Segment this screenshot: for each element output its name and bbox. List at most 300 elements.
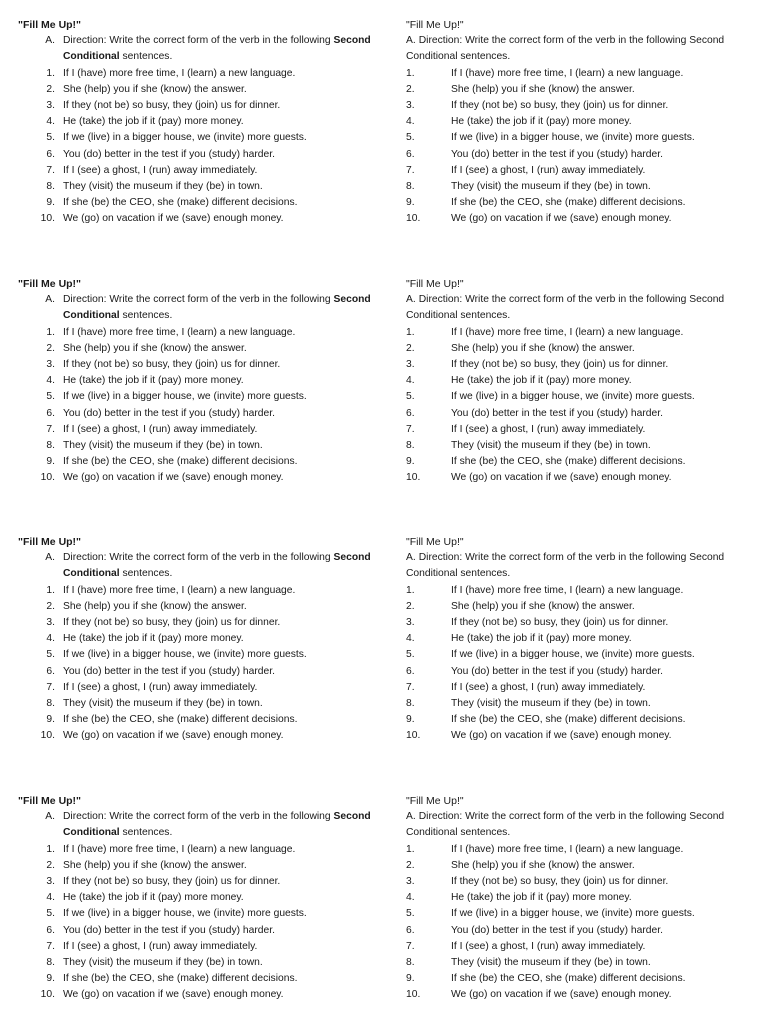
question-list: [406, 842, 766, 1004]
question-number: 6.: [406, 148, 415, 160]
question-text: She (help) you if she (know) the answer.: [63, 83, 247, 95]
question-number: 6.: [46, 148, 55, 160]
question-text: If they (not be) so busy, they (join) us for dinner.: [63, 617, 281, 629]
question-item: [18, 842, 378, 858]
question-number: 2.: [46, 859, 55, 871]
question-text: He (take) the job if it (pay) more money.: [63, 116, 244, 128]
question-item: [18, 874, 378, 890]
question-number: 6.: [46, 665, 55, 677]
question-item: [18, 406, 378, 422]
question-list: [406, 66, 766, 228]
direction-text: [63, 550, 378, 582]
question-item: [18, 728, 378, 744]
question-number: 7.: [406, 423, 415, 435]
worksheet-left-4: [18, 793, 378, 1004]
direction-suffix: sentences.: [122, 51, 173, 63]
question-text: They (visit) the museum if they (be) in town.: [63, 698, 263, 710]
question-text: We (go) on vacation if we (save) enough money.: [63, 213, 284, 225]
direction-line-1: [406, 33, 766, 49]
direction-marker: A.: [45, 35, 55, 47]
question-text: They (visit) the museum if they (be) in town.: [63, 181, 263, 193]
question-number: 7.: [46, 940, 55, 952]
worksheet-right-4: [406, 793, 766, 1004]
question-item: [18, 599, 378, 615]
question-text: You (do) better in the test if you (study) harder.: [63, 407, 275, 419]
question-item: [406, 712, 766, 728]
question-number: 3.: [46, 100, 55, 112]
direction-text: Direction: Write the correct form of the verb in the following Second: [418, 552, 725, 564]
question-text: You (do) better in the test if you (study) harder.: [451, 924, 663, 936]
question-number: 10.: [40, 472, 55, 484]
question-text: We (go) on vacation if we (save) enough money.: [451, 213, 672, 225]
question-text: He (take) the job if it (pay) more money.: [451, 116, 632, 128]
question-text: If she (be) the CEO, she (make) different decisions.: [451, 714, 686, 726]
direction-text: [63, 809, 378, 841]
question-number: 1.: [406, 326, 415, 338]
question-number: 2.: [46, 600, 55, 612]
question-text: If I (see) a ghost, I (run) away immediately.: [451, 423, 646, 435]
question-number: 1.: [46, 326, 55, 338]
question-text: We (go) on vacation if we (save) enough money.: [451, 472, 672, 484]
question-number: 9.: [46, 714, 55, 726]
question-item: [406, 470, 766, 486]
question-number: 10.: [406, 730, 421, 742]
question-item: [18, 664, 378, 680]
question-text: If they (not be) so busy, they (join) us for dinner.: [451, 359, 669, 371]
question-text: If I (see) a ghost, I (run) away immediately.: [451, 940, 646, 952]
question-item: [406, 955, 766, 971]
question-text: You (do) better in the test if you (study) harder.: [63, 148, 275, 160]
question-text: If I (see) a ghost, I (run) away immediately.: [451, 164, 646, 176]
question-item: [406, 923, 766, 939]
question-text: If I (see) a ghost, I (run) away immediately.: [63, 940, 258, 952]
question-item: [406, 858, 766, 874]
question-list: [18, 325, 378, 487]
question-text: If she (be) the CEO, she (make) different decisions.: [451, 456, 686, 468]
question-item: [406, 130, 766, 146]
question-item: [18, 987, 378, 1003]
direction-suffix: sentences.: [122, 568, 173, 580]
direction-marker: A.: [406, 35, 416, 47]
direction: [406, 292, 766, 324]
question-item: [18, 631, 378, 647]
direction-line-2: Conditional sentences.: [406, 310, 511, 322]
question-list: [406, 325, 766, 487]
direction: [18, 292, 378, 324]
question-text: We (go) on vacation if we (save) enough money.: [63, 989, 284, 1001]
question-item: [406, 890, 766, 906]
direction-marker: A.: [45, 294, 55, 306]
question-text: You (do) better in the test if you (study) harder.: [63, 665, 275, 677]
question-item: [18, 438, 378, 454]
direction: [406, 809, 766, 841]
worksheet-title: "Fill Me Up!": [18, 536, 82, 548]
question-number: 3.: [46, 617, 55, 629]
question-number: 8.: [46, 440, 55, 452]
question-number: 5.: [46, 132, 55, 144]
question-number: 1.: [406, 584, 415, 596]
worksheet-title: "Fill Me Up!": [406, 536, 464, 548]
direction-emphasis: Second Conditional: [63, 552, 371, 580]
question-text: If I (have) more free time, I (learn) a new language.: [451, 67, 684, 79]
question-number: 8.: [46, 957, 55, 969]
question-number: 4.: [406, 375, 415, 387]
question-item: [406, 195, 766, 211]
question-number: 2.: [406, 600, 415, 612]
question-item: [406, 114, 766, 130]
worksheet-title: "Fill Me Up!": [406, 19, 464, 31]
question-item: [18, 211, 378, 227]
question-text: She (help) you if she (know) the answer.: [63, 600, 247, 612]
question-text: If I (have) more free time, I (learn) a new language.: [63, 67, 296, 79]
question-number: 4.: [46, 892, 55, 904]
question-list: [18, 842, 378, 1004]
question-text: If I (see) a ghost, I (run) away immediately.: [63, 423, 258, 435]
question-number: 9.: [406, 973, 415, 985]
question-item: [406, 599, 766, 615]
question-text: They (visit) the museum if they (be) in town.: [451, 957, 651, 969]
question-text: If we (live) in a bigger house, we (invite) more guests.: [451, 649, 695, 661]
question-item: [406, 325, 766, 341]
question-item: [406, 728, 766, 744]
worksheet-left-2: [18, 276, 378, 487]
question-number: 3.: [406, 359, 415, 371]
question-item: [406, 631, 766, 647]
direction-marker: A.: [45, 552, 55, 564]
question-text: If she (be) the CEO, she (make) different decisions.: [451, 973, 686, 985]
question-number: 2.: [406, 859, 415, 871]
question-item: [406, 406, 766, 422]
question-item: [18, 163, 378, 179]
question-item: [18, 422, 378, 438]
question-item: [18, 325, 378, 341]
question-item: [18, 82, 378, 98]
question-text: If they (not be) so busy, they (join) us for dinner.: [63, 100, 281, 112]
question-text: They (visit) the museum if they (be) in town.: [63, 957, 263, 969]
question-item: [18, 341, 378, 357]
question-item: [406, 583, 766, 599]
question-number: 6.: [46, 924, 55, 936]
question-number: 1.: [406, 67, 415, 79]
question-number: 3.: [46, 359, 55, 371]
direction-text: Direction: Write the correct form of the verb in the following Second: [418, 294, 725, 306]
question-text: They (visit) the museum if they (be) in town.: [451, 181, 651, 193]
question-number: 9.: [406, 714, 415, 726]
question-number: 4.: [46, 375, 55, 387]
worksheet-title: "Fill Me Up!": [18, 19, 82, 31]
question-number: 5.: [406, 908, 415, 920]
direction-suffix: sentences.: [122, 310, 173, 322]
worksheet-title: "Fill Me Up!": [406, 278, 464, 290]
question-item: [18, 712, 378, 728]
direction-prefix: Direction: Write the correct form of the verb in the following: [63, 552, 331, 564]
question-text: If I (have) more free time, I (learn) a new language.: [63, 843, 296, 855]
question-number: 9.: [46, 197, 55, 209]
question-text: We (go) on vacation if we (save) enough money.: [451, 989, 672, 1001]
question-item: [406, 680, 766, 696]
question-number: 3.: [46, 876, 55, 888]
question-item: [18, 454, 378, 470]
direction-marker: A.: [406, 811, 416, 823]
question-item: [406, 98, 766, 114]
question-number: 5.: [406, 391, 415, 403]
question-item: [406, 664, 766, 680]
direction: [18, 809, 378, 841]
question-item: [406, 82, 766, 98]
question-number: 4.: [46, 116, 55, 128]
question-item: [406, 647, 766, 663]
question-number: 5.: [406, 132, 415, 144]
direction-emphasis: Second Conditional: [63, 294, 371, 322]
question-number: 7.: [46, 681, 55, 693]
question-number: 8.: [406, 698, 415, 710]
question-item: [18, 583, 378, 599]
question-text: If I (see) a ghost, I (run) away immediately.: [63, 164, 258, 176]
question-text: If we (live) in a bigger house, we (invite) more guests.: [63, 391, 307, 403]
question-item: [406, 842, 766, 858]
question-number: 6.: [406, 665, 415, 677]
question-item: [406, 438, 766, 454]
direction-line-1: [406, 809, 766, 825]
worksheet-title: "Fill Me Up!": [18, 795, 82, 807]
worksheet-right-3: [406, 534, 766, 745]
question-text: If she (be) the CEO, she (make) different decisions.: [63, 197, 298, 209]
question-number: 2.: [46, 342, 55, 354]
question-text: We (go) on vacation if we (save) enough money.: [451, 730, 672, 742]
question-text: If I (see) a ghost, I (run) away immediately.: [63, 681, 258, 693]
question-item: [406, 147, 766, 163]
direction-text: [63, 292, 378, 324]
worksheet-right-2: [406, 276, 766, 487]
question-item: [18, 98, 378, 114]
question-item: [18, 890, 378, 906]
question-number: 10.: [406, 213, 421, 225]
direction-prefix: Direction: Write the correct form of the verb in the following: [63, 35, 331, 47]
question-item: [406, 373, 766, 389]
question-text: If they (not be) so busy, they (join) us for dinner.: [451, 876, 669, 888]
question-number: 5.: [406, 649, 415, 661]
question-text: If we (live) in a bigger house, we (invite) more guests.: [451, 132, 695, 144]
question-text: He (take) the job if it (pay) more money.: [63, 633, 244, 645]
question-text: If she (be) the CEO, she (make) different decisions.: [63, 714, 298, 726]
question-number: 9.: [46, 973, 55, 985]
question-text: If they (not be) so busy, they (join) us for dinner.: [451, 100, 669, 112]
question-item: [18, 147, 378, 163]
question-number: 8.: [406, 440, 415, 452]
question-number: 5.: [46, 391, 55, 403]
direction-marker: A.: [45, 811, 55, 823]
question-text: If she (be) the CEO, she (make) different decisions.: [63, 456, 298, 468]
question-text: They (visit) the museum if they (be) in town.: [451, 440, 651, 452]
question-text: If we (live) in a bigger house, we (invite) more guests.: [451, 391, 695, 403]
question-number: 3.: [406, 876, 415, 888]
question-number: 6.: [406, 407, 415, 419]
question-number: 3.: [406, 617, 415, 629]
question-item: [18, 858, 378, 874]
question-number: 7.: [406, 681, 415, 693]
question-item: [406, 163, 766, 179]
question-text: She (help) you if she (know) the answer.: [63, 859, 247, 871]
question-text: If we (live) in a bigger house, we (invite) more guests.: [451, 908, 695, 920]
question-text: She (help) you if she (know) the answer.: [63, 342, 247, 354]
question-item: [18, 389, 378, 405]
question-text: If she (be) the CEO, she (make) different decisions.: [451, 197, 686, 209]
question-list: [18, 583, 378, 745]
worksheet-right-1: [406, 17, 766, 228]
question-item: [18, 955, 378, 971]
question-number: 10.: [406, 989, 421, 1001]
direction-prefix: Direction: Write the correct form of the verb in the following: [63, 294, 331, 306]
question-item: [406, 971, 766, 987]
question-text: You (do) better in the test if you (study) harder.: [63, 924, 275, 936]
question-item: [406, 906, 766, 922]
question-text: He (take) the job if it (pay) more money.: [451, 375, 632, 387]
question-number: 9.: [406, 197, 415, 209]
direction: [406, 550, 766, 582]
question-number: 6.: [406, 924, 415, 936]
question-number: 2.: [406, 83, 415, 95]
question-item: [18, 923, 378, 939]
question-number: 2.: [406, 342, 415, 354]
question-item: [406, 422, 766, 438]
question-item: [406, 66, 766, 82]
question-number: 1.: [46, 584, 55, 596]
question-number: 4.: [406, 633, 415, 645]
direction-prefix: Direction: Write the correct form of the verb in the following: [63, 811, 331, 823]
direction-line-2: Conditional sentences.: [406, 51, 511, 63]
question-text: If they (not be) so busy, they (join) us for dinner.: [63, 359, 281, 371]
question-number: 10.: [40, 989, 55, 1001]
question-item: [18, 615, 378, 631]
question-text: If I (have) more free time, I (learn) a new language.: [451, 843, 684, 855]
question-text: You (do) better in the test if you (study) harder.: [451, 407, 663, 419]
question-item: [18, 195, 378, 211]
worksheet-title: "Fill Me Up!": [406, 795, 464, 807]
question-text: We (go) on vacation if we (save) enough money.: [63, 730, 284, 742]
question-item: [406, 696, 766, 712]
question-number: 8.: [46, 698, 55, 710]
question-text: If they (not be) so busy, they (join) us for dinner.: [63, 876, 281, 888]
question-item: [406, 987, 766, 1003]
direction-line-1: [406, 550, 766, 566]
question-text: If she (be) the CEO, she (make) different decisions.: [63, 973, 298, 985]
question-text: He (take) the job if it (pay) more money.: [63, 375, 244, 387]
question-item: [406, 389, 766, 405]
direction-line-2: Conditional sentences.: [406, 568, 511, 580]
direction-suffix: sentences.: [122, 827, 173, 839]
question-number: 1.: [406, 843, 415, 855]
question-number: 9.: [406, 456, 415, 468]
worksheet-left-3: [18, 534, 378, 745]
question-number: 8.: [46, 181, 55, 193]
direction-line-1: [406, 292, 766, 308]
question-number: 1.: [46, 67, 55, 79]
question-item: [406, 357, 766, 373]
question-item: [406, 179, 766, 195]
question-text: She (help) you if she (know) the answer.: [451, 600, 635, 612]
direction-text: [63, 33, 378, 65]
question-item: [406, 211, 766, 227]
question-list: [18, 66, 378, 228]
question-item: [18, 939, 378, 955]
question-number: 10.: [40, 213, 55, 225]
question-text: They (visit) the museum if they (be) in town.: [451, 698, 651, 710]
question-number: 8.: [406, 957, 415, 969]
question-number: 2.: [46, 83, 55, 95]
direction: [18, 33, 378, 65]
question-item: [406, 454, 766, 470]
question-text: She (help) you if she (know) the answer.: [451, 83, 635, 95]
question-item: [18, 130, 378, 146]
question-item: [18, 114, 378, 130]
question-text: He (take) the job if it (pay) more money.: [63, 892, 244, 904]
direction-marker: A.: [406, 294, 416, 306]
question-text: She (help) you if she (know) the answer.: [451, 342, 635, 354]
question-text: If I (have) more free time, I (learn) a new language.: [451, 584, 684, 596]
direction-marker: A.: [406, 552, 416, 564]
direction-line-2: Conditional sentences.: [406, 827, 511, 839]
question-number: 10.: [40, 730, 55, 742]
question-text: If we (live) in a bigger house, we (invite) more guests.: [63, 132, 307, 144]
question-item: [18, 179, 378, 195]
question-text: If I (have) more free time, I (learn) a new language.: [63, 326, 296, 338]
question-number: 10.: [406, 472, 421, 484]
question-text: We (go) on vacation if we (save) enough money.: [63, 472, 284, 484]
question-number: 4.: [46, 633, 55, 645]
question-number: 1.: [46, 843, 55, 855]
question-number: 6.: [46, 407, 55, 419]
question-item: [18, 470, 378, 486]
question-number: 3.: [406, 100, 415, 112]
question-text: If we (live) in a bigger house, we (invite) more guests.: [63, 908, 307, 920]
question-item: [406, 341, 766, 357]
question-number: 5.: [46, 908, 55, 920]
question-item: [406, 939, 766, 955]
question-number: 4.: [406, 116, 415, 128]
question-text: You (do) better in the test if you (study) harder.: [451, 148, 663, 160]
direction-emphasis: Second Conditional: [63, 35, 371, 63]
question-item: [18, 647, 378, 663]
direction: [18, 550, 378, 582]
question-text: If I (have) more free time, I (learn) a new language.: [451, 326, 684, 338]
question-item: [406, 874, 766, 890]
question-number: 5.: [46, 649, 55, 661]
question-text: He (take) the job if it (pay) more money.: [451, 892, 632, 904]
question-item: [18, 971, 378, 987]
question-item: [18, 680, 378, 696]
question-number: 9.: [46, 456, 55, 468]
question-item: [18, 696, 378, 712]
question-number: 7.: [406, 940, 415, 952]
question-text: He (take) the job if it (pay) more money.: [451, 633, 632, 645]
worksheet-left-1: [18, 17, 378, 228]
direction-text: Direction: Write the correct form of the verb in the following Second: [418, 811, 725, 823]
question-item: [18, 66, 378, 82]
question-text: If they (not be) so busy, they (join) us for dinner.: [451, 617, 669, 629]
question-item: [18, 906, 378, 922]
question-item: [18, 373, 378, 389]
question-number: 7.: [406, 164, 415, 176]
question-number: 7.: [46, 423, 55, 435]
question-text: If we (live) in a bigger house, we (invite) more guests.: [63, 649, 307, 661]
question-text: You (do) better in the test if you (study) harder.: [451, 665, 663, 677]
question-number: 8.: [406, 181, 415, 193]
worksheet-title: "Fill Me Up!": [18, 278, 82, 290]
question-item: [406, 615, 766, 631]
question-number: 4.: [406, 892, 415, 904]
question-text: If I (see) a ghost, I (run) away immediately.: [451, 681, 646, 693]
question-text: She (help) you if she (know) the answer.: [451, 859, 635, 871]
